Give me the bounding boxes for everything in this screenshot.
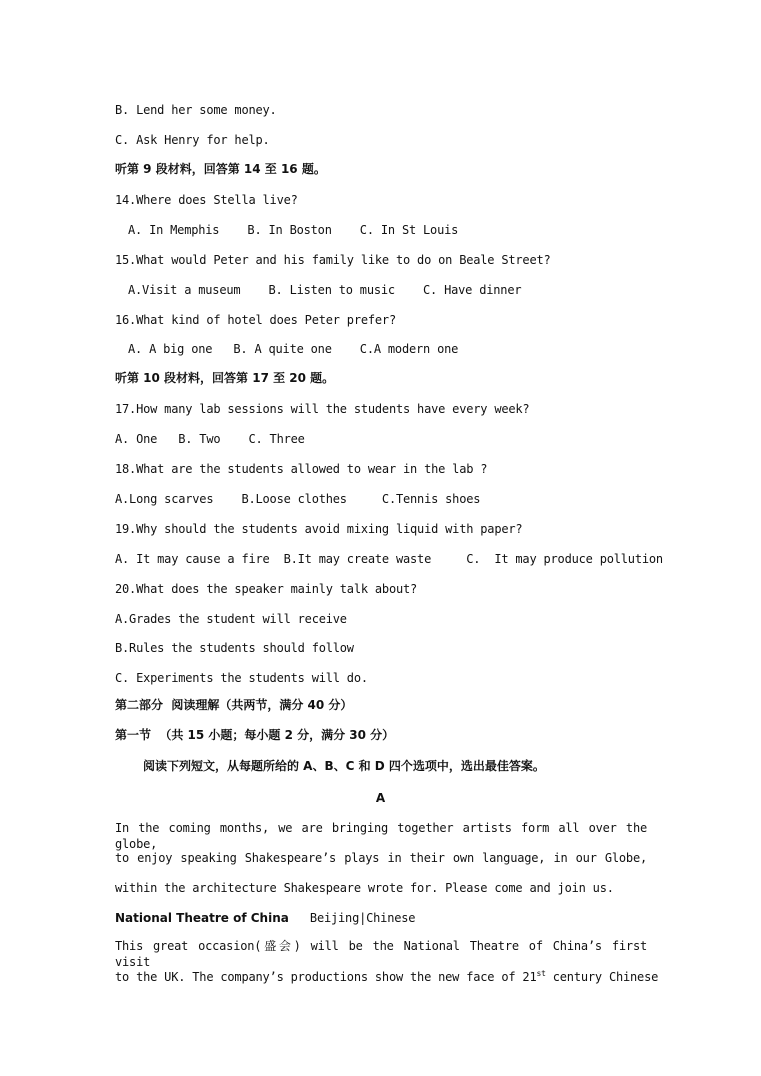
question-19: 19.Why should the students avoid mixing liquid with paper? <box>115 522 523 536</box>
passage-label: A <box>375 791 386 805</box>
reading-instructions: 阅读下列短文，从每题所给的 A、B、C 和 D 四个选项中，选出最佳答案。 <box>143 759 545 773</box>
paragraph-1-line-3: within the architecture Shakespeare wrote for. Please come and join us. <box>115 881 614 895</box>
options-18: A.Long scarves B.Loose clothes C.Tennis shoes <box>115 492 481 506</box>
question-15: 15.What would Peter and his family like to do on Beale Street? <box>115 253 551 267</box>
paragraph-2-line-2-start: to the UK. The company’s productions show the new face of 21 <box>115 970 537 984</box>
section-9-header: 听第 9 段材料，回答第 14 至 16 题。 <box>115 162 326 176</box>
option-20a: A.Grades the student will receive <box>115 612 347 626</box>
question-18: 18.What are the students allowed to wear in the lab ? <box>115 462 488 476</box>
paragraph-1-line-1: In the coming months, we are bringing together artists form all over the globe, <box>115 821 647 851</box>
question-14: 14.Where does Stella live? <box>115 193 298 207</box>
paragraph-2-line-2-end: century Chinese <box>545 970 659 984</box>
paragraph-2-line-1: This great occasion(盛会) will be the National Theatre of China’s first visit <box>115 939 647 969</box>
paragraph-2-line-2 <box>115 969 658 985</box>
options-14: A. In Memphis B. In Boston C. In St Louis <box>128 223 459 237</box>
options-17: A. One B. Two C. Three <box>115 432 305 446</box>
section-10-header: 听第 10 段材料，回答第 17 至 20 题。 <box>115 371 335 385</box>
options-16: A. A big one B. A quite one C.A modern one <box>128 342 459 356</box>
options-19: A. It may cause a fire B.It may create waste C. It may produce pollution <box>115 552 663 566</box>
option-13b: B. Lend her some money. <box>115 103 277 117</box>
ordinal-superscript: st <box>536 969 546 978</box>
option-20b: B.Rules the students should follow <box>115 641 354 655</box>
theatre-name: National Theatre of China <box>115 911 289 925</box>
section-1-header: 第一节 （共 15 小题；每小题 2 分，满分 30 分） <box>115 728 395 742</box>
theatre-info: Beijing|Chinese <box>288 911 416 925</box>
question-17: 17.How many lab sessions will the students have every week? <box>115 402 530 416</box>
options-15: A.Visit a museum B. Listen to music C. Have dinner <box>128 283 522 297</box>
option-13c: C. Ask Henry for help. <box>115 133 270 147</box>
question-20: 20.What does the speaker mainly talk about? <box>115 582 418 596</box>
option-20c: C. Experiments the students will do. <box>115 671 368 685</box>
part-2-header: 第二部分 阅读理解（共两节，满分 40 分） <box>115 698 353 712</box>
question-16: 16.What kind of hotel does Peter prefer? <box>115 313 396 327</box>
paragraph-1-line-2: to enjoy speaking Shakespeare’s plays in their own language, in our Globe, <box>115 851 647 865</box>
theatre-heading <box>115 910 415 926</box>
